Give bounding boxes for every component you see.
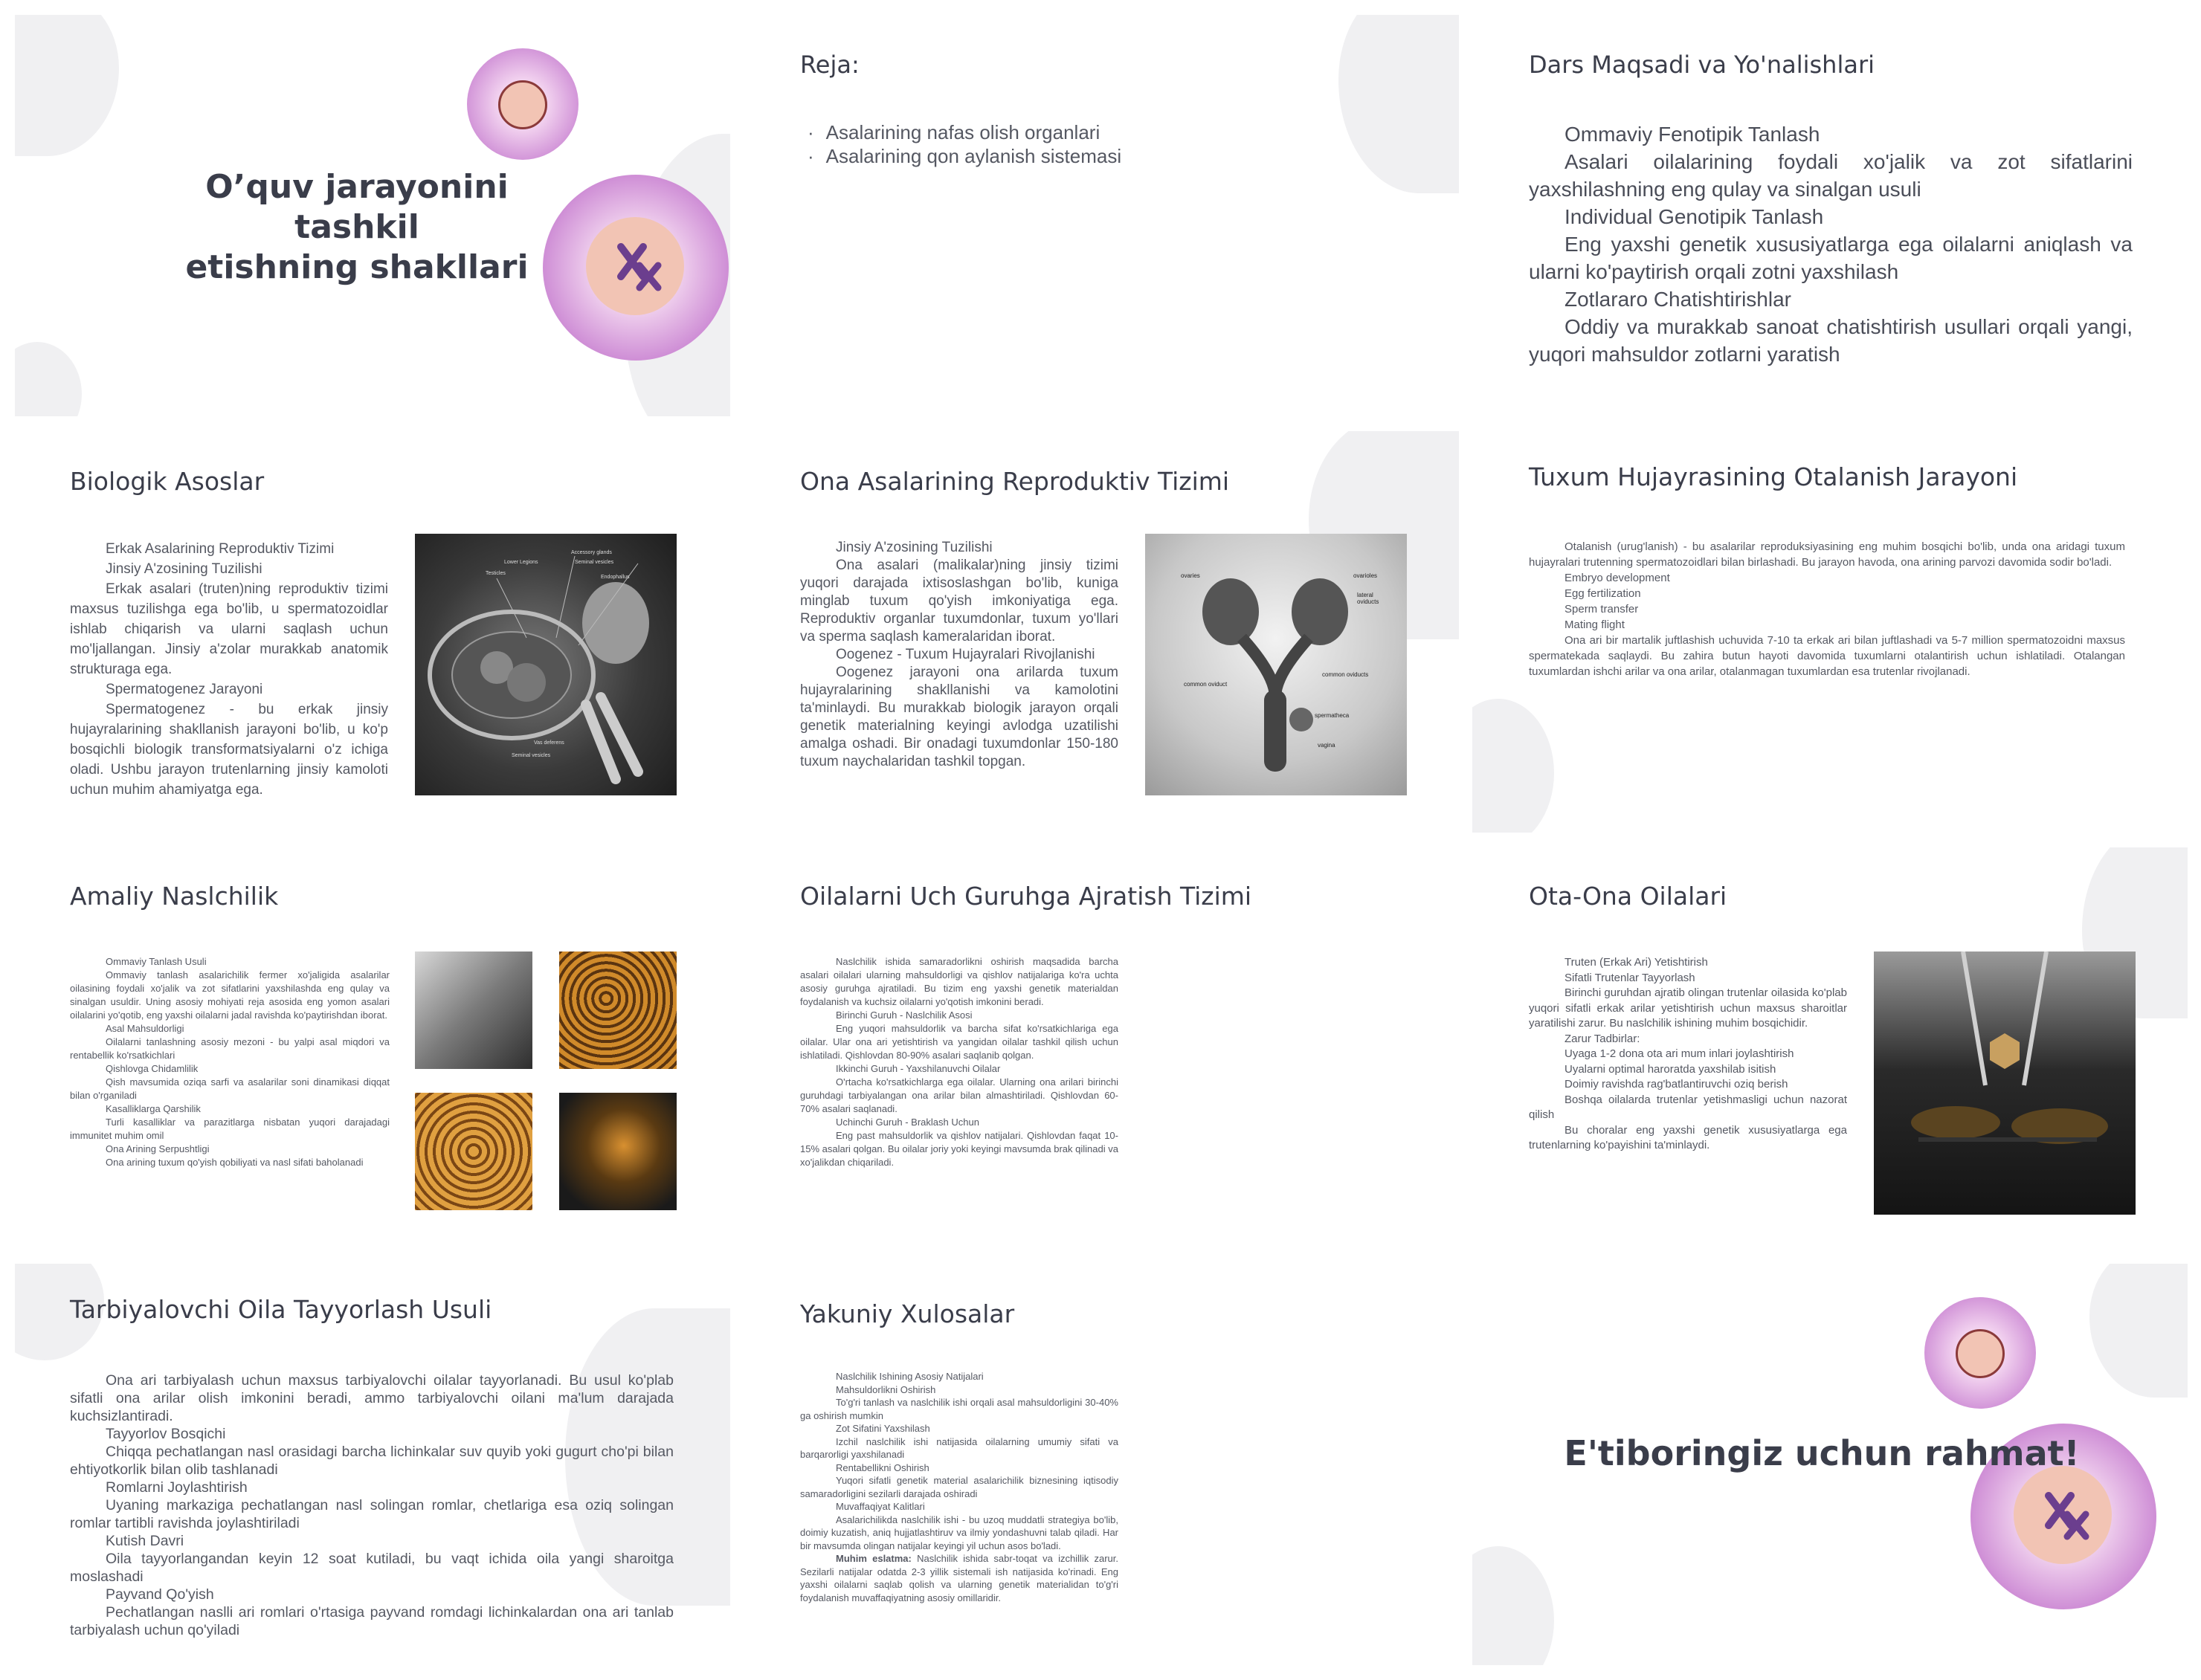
paragraph: Mahsuldorlikni Oshirish xyxy=(836,1383,936,1395)
anatomy-label: spermatheca xyxy=(1315,712,1350,719)
slide-body xyxy=(1529,120,2133,368)
paragraph: Embryo development xyxy=(1564,572,1670,584)
slide-tuxum-hujayrasining xyxy=(1472,431,2188,833)
paragraph: Oogenez - Tuxum Hujayralari Rivojlanishi xyxy=(836,647,1095,662)
bee-closeup-photo xyxy=(559,1093,677,1210)
anatomy-label: Endophallus xyxy=(601,575,630,580)
paragraph: Erkak asalari (truten)ning reproduktiv tizimi maxsus tuzilishga ega bo'lib, u spermatozoidlar ishlab chiqarish va ularni saqlash uchun mo'ljallangan. Jinsiy a'zolar murakkab anatomik strukturaga ega. xyxy=(70,581,388,677)
honeycomb-photo xyxy=(415,1093,532,1210)
note-text: Naslchilik ishida sabr-toqat va izchillik zarur. Sezilarli natijalar odatda 2-3 yillik sistemali ish natijasida ko'rinadi. Eng yaxshi oilalarni saqlab qolish va ularning genetik materialidan to'g'ri foydalanish muvaffaqiyatning asosiy omillaridir. xyxy=(800,1553,1118,1603)
paragraph: Ona ari bir martalik juftlashish uchuvida 7-10 ta erkak ari bilan juftlashadi va 5-7 million spermatozoidni maxsus spermatekada saqlaydi. Bu zahira butun hayoti davomida tuxumlarni otalantirish uchun ishlatiladi. Otalangan tuxumlardan ishchi arilar va ona arilar, otalanmagan tuxumlardan esa trutenlar rivojlanadi. xyxy=(1529,634,2125,678)
paragraph xyxy=(800,1552,1118,1604)
slide-yakuniy-xulosalar xyxy=(744,1264,1459,1665)
closing-title: E'tiboringiz uchun rahmat! xyxy=(1564,1433,2080,1473)
cell-nucleus-icon xyxy=(1956,1329,2005,1378)
paragraph: Ommaviy Tanlash Usuli xyxy=(106,956,207,967)
anatomy-label: Vas deferens xyxy=(534,740,564,746)
paragraph: Spermatogenez - bu erkak jinsiy hujayralarining shakllanish jarayoni bo'lib, u ko'p bosqichli biologik transformatsiyalarni o'z ichiga oladi. Ushbu jarayon trutenlarning jinsiy kamoloti uchun muhim ahamiyatga ega. xyxy=(70,702,388,798)
list-item: · Asalarining nafas olish organlari xyxy=(808,120,1121,144)
paragraph: Ona arining tuxum qo'yish qobiliyati va nasl sifati baholanadi xyxy=(106,1157,364,1168)
paragraph: Zarur Tadbirlar: xyxy=(1564,1032,1640,1045)
paragraph: To'g'ri tanlash va naslchilik ishi orqali asal mahsuldorligini 30-40% ga oshirish mumkin xyxy=(800,1397,1118,1421)
cover-title xyxy=(149,167,565,288)
paragraph: Kasalliklarga Qarshilik xyxy=(106,1103,201,1114)
anatomy-label: Lower Legions xyxy=(504,560,538,565)
paragraph: Naslchilik ishida samaradorlikni oshirish maqsadida barcha asalari oilalari ularning mahsuldorligi va qishlov natijalariga ko'ra uchta asosiy guruhga ajratiladi. Bu tizim eng yaxshi genetik materialdan foydalanish va kuchsiz oilalarni yo'qotish imkonini beradi. xyxy=(800,956,1118,1007)
honeycomb-bees-photo xyxy=(559,952,677,1069)
paragraph: Sifatli Trutenlar Tayyorlash xyxy=(1564,971,1695,984)
paragraph: Mating flight xyxy=(1564,618,1625,631)
paragraph: Otalanish (urug'lanish) - bu asalarilar reproduksiyasining eng muhim bosqichi bo'lib, unda ona aridagi tuxum hujayralari trutenning spermatozoidlari bilan birlashadi. Bu jarayon havoda, ona arining parvozi davomida sodir bo'ladi. xyxy=(1529,540,2125,569)
paragraph: Erkak Asalarining Reproduktiv Tizimi xyxy=(106,541,335,557)
paragraph: Truten (Erkak Ari) Yetishtirish xyxy=(1564,956,1708,969)
paragraph: Eng past mahsuldorlik va qishlov natijalari. Qishlovdan faqat 10-15% asalari qolgan. Bu oilalar joriy yoki keyingi mavsumda brak qilinadi va xo'jalikdan chiqariladi. xyxy=(800,1130,1118,1168)
paragraph: Ikkinchi Guruh - Yaxshilanuvchi Oilalar xyxy=(836,1063,1001,1074)
paragraph: Jinsiy A'zosining Tuzilishi xyxy=(106,561,262,577)
paragraph: Payvand Qo'yish xyxy=(106,1586,214,1603)
anatomy-label: ovarioles xyxy=(1353,572,1378,579)
queen-reproductive-image xyxy=(1145,534,1407,795)
paragraph: Pechatlangan naslli ari romlari o'rtasiga payvand romdagi lichinkalardan ona ari tanlab tarbiyalash uchun qo'yiladi xyxy=(70,1604,674,1638)
slide-amaliy-naslchilik xyxy=(15,847,730,1249)
slide-title: Ota-Ona Oilalari xyxy=(1529,882,1727,911)
slide-oilalarni-uch-guruhga xyxy=(744,847,1459,1249)
paragraph: Ona asalari (malikalar)ning jinsiy tizimi yuqori darajada ixtisoslashgan bo'lib, kuniga minglab tuxum qo'yish imkoniyatiga ega. Reproduktiv organlar tuxumdonlar, tuxum yo'llari va sperma saqlash kameralaridan iborat. xyxy=(800,558,1118,644)
slide-title: Ona Asalarining Reproduktiv Tizimi xyxy=(800,467,1230,496)
paragraph: Birinchi guruhdan ajratib olingan trutenlar oilasida ko'plab yuqori sifatli erkak arilar yetishtirish uchun maxsus sharoitlar yaratilishi zarur. Bu naslchilik ishining muhim bosqichidir. xyxy=(1529,986,1847,1030)
slide-dars-maqsadi xyxy=(1472,15,2188,416)
decor-blob xyxy=(1472,699,1554,833)
decor-blob xyxy=(15,15,119,156)
paragraph: Uyaga 1-2 dona ota ari mum inlari joylashtirish xyxy=(1564,1047,1794,1060)
anatomy-label: Testicles xyxy=(486,571,506,576)
paragraph: Sperm transfer xyxy=(1564,603,1639,616)
paragraph: Ommaviy Fenotipik Tanlash xyxy=(1564,123,1820,146)
chromosome-icon xyxy=(2030,1481,2097,1548)
anatomy-label: Seminal vesicles xyxy=(575,560,614,565)
paragraph: Kutish Davri xyxy=(106,1533,184,1549)
paragraph: Oilalarni tanlashning asosiy mezoni - bu yalpi asal miqdori va rentabellik ko'rsatkichlari xyxy=(70,1036,390,1061)
cover-title-line1: O’quv jarayonini tashkil xyxy=(205,168,509,246)
list-item: · Asalarining qon aylanish sistemasi xyxy=(808,144,1121,168)
drone-anatomy-image xyxy=(415,534,677,795)
decor-blob xyxy=(15,342,82,416)
paragraph: Tayyorlov Bosqichi xyxy=(106,1426,226,1442)
slide-title: Reja: xyxy=(800,51,860,79)
anatomy-label: vagina xyxy=(1318,742,1335,749)
paragraph: Chiqqa pechatlangan nasl orasidagi barcha lichinkalar suv quyib yoki gugurt cho'pi bilan ehtiyotkorlik bilan olib tashlanadi xyxy=(70,1444,674,1478)
slide-biologik-asoslar xyxy=(15,431,730,833)
slide-title: Tuxum Hujayrasining Otalanish Jarayoni xyxy=(1529,462,2018,491)
beekeeper-photo xyxy=(415,952,532,1069)
anatomy-label: ovaries xyxy=(1181,572,1200,579)
paragraph: Muvaffaqiyat Kalitlari xyxy=(836,1501,925,1512)
slide-body xyxy=(70,955,390,1169)
slide-body xyxy=(800,1370,1118,1604)
paragraph: Boshqa oilalarda trutenlar yetishmasligi uchun nazorat qilish xyxy=(1529,1093,1847,1121)
slide-title: Amaliy Naslchilik xyxy=(70,882,279,911)
paragraph: Egg fertilization xyxy=(1564,587,1641,600)
decor-blob xyxy=(1472,1546,1554,1665)
paragraph: Ommaviy tanlash asalarichilik fermer xo'jaligida asalarilar oilasining foydali xo'jalik va zot sifatlarini yaxshilashda eng qulay va sinalgan usuldir. Uning asosiy mohiyati reja asosida eng yomon asalari oilalarini yo'qotib, eng yaxshi oilalarni jadal ravishda ko'paytirishdan iborat. xyxy=(70,969,390,1021)
queen-cell-photo xyxy=(1874,952,2136,1215)
paragraph: Asalari oilalarining foydali xo'jalik va zot sifatlarini yaxshilashning eng qulay va sinalgan usuli xyxy=(1529,150,2133,201)
anatomy-label: common oviducts xyxy=(1322,671,1369,678)
paragraph: Izchil naslchilik ishi natijasida oilalarning umumiy sifati va barqarorligi yaxshilanadi xyxy=(800,1435,1118,1460)
slide-body xyxy=(1529,955,1847,1154)
paragraph: Individual Genotipik Tanlash xyxy=(1564,205,1824,228)
paragraph: O'rtacha ko'rsatkichlarga ega oilalar. Ularning ona arilari birinchi guruhdagi tarbiyalangan ona arilar bilan almashtiriladi. Qishlovdan 60-70% asalari saqlanadi. xyxy=(800,1076,1118,1114)
cell-nucleus-icon xyxy=(498,80,547,129)
slide-reja xyxy=(744,15,1459,416)
slide-body xyxy=(800,539,1118,771)
paragraph: Zotlararo Chatishtirishlar xyxy=(1564,288,1791,311)
paragraph: Doimiy ravishda rag'batlantiruvchi oziq berish xyxy=(1564,1078,1788,1091)
paragraph: Uyaning markaziga pechatlangan nasl solingan romlar, chetlariga esa oziq solingan romlar tartibli ravishda joylashtiriladi xyxy=(70,1497,674,1531)
chromosome-icon xyxy=(602,232,669,299)
paragraph: Oogenez jarayoni ona arilarda tuxum hujayralarining shakllanishi va kamolotini ta'minlaydi. Bu murakkab biologik jarayon orqali genetik materialning keyingi avlodga uzatilishi amalga oshadi. Bir onadagi tuxumdonlar 150-180 tuxum naychalaridan tashkil topgan. xyxy=(800,665,1118,769)
slide-cover xyxy=(15,15,730,416)
paragraph: Romlarni Joylashtirish xyxy=(106,1479,248,1496)
note-label: Muhim eslatma: xyxy=(836,1553,912,1564)
paragraph: Qish mavsumida oziqa sarfi va asalarilar soni dinamikasi diqqat bilan o'rganiladi xyxy=(70,1076,390,1101)
paragraph: Qishlovga Chidamlilik xyxy=(106,1063,199,1074)
slide-tarbiyalovchi-oila xyxy=(15,1264,730,1665)
queen-cell-illustration xyxy=(1874,952,2136,1215)
slide-ona-asalarining xyxy=(744,431,1459,833)
paragraph: Ona ari tarbiyalash uchun maxsus tarbiyalovchi oilalar tayyorlanadi. Bu usul ko'plab sifatli ona arilar olish imkonini beradi, ammo tarbiyalovchi oilani ma'lum darajada kuchsizlantiradi. xyxy=(70,1372,674,1424)
reja-list xyxy=(808,120,1121,168)
decor-blob xyxy=(2089,1264,2188,1398)
slide-body xyxy=(70,539,388,800)
slide-title: Oilalarni Uch Guruhga Ajratish Tizimi xyxy=(800,882,1252,911)
paragraph: Spermatogenez Jarayoni xyxy=(106,682,263,697)
paragraph: Yuqori sifatli genetik material asalarichilik biznesining iqtisodiy samaradorligini sezilarli darajada oshiradi xyxy=(800,1475,1118,1499)
paragraph: Asal Mahsuldorligi xyxy=(106,1023,184,1034)
slide-body xyxy=(800,955,1118,1169)
paragraph: Oddiy va murakkab sanoat chatishtirish usullari orqali yangi, yuqori mahsuldor zotlarni yaratish xyxy=(1529,315,2133,366)
paragraph: Birinchi Guruh - Naslchilik Asosi xyxy=(836,1009,973,1021)
paragraph: Ona Arining Serpushtligi xyxy=(106,1143,210,1154)
slide-ota-ona-oilalari xyxy=(1472,847,2188,1249)
slide-thank-you xyxy=(1472,1264,2188,1665)
paragraph: Bu choralar eng yaxshi genetik xususiyatlarga ega trutenlarning ko'payishini ta'minlaydi. xyxy=(1529,1123,1847,1151)
paragraph: Oila tayyorlangandan keyin 12 soat kutiladi, bu vaqt ichida oila yangi sharoitga moslashadi xyxy=(70,1551,674,1585)
paragraph: Naslchilik Ishining Asosiy Natijalari xyxy=(836,1371,984,1382)
paragraph: Uyalarni optimal haroratda yaxshilab isitish xyxy=(1564,1062,1776,1076)
slide-body xyxy=(1529,539,2125,679)
anatomy-label: Seminal vesicles xyxy=(512,753,551,758)
paragraph: Eng yaxshi genetik xususiyatlarga ega oilalarni aniqlash va ularni ko'paytirish orqali zotni yaxshilash xyxy=(1529,233,2133,283)
anatomy-label: lateral oviducts xyxy=(1357,592,1379,605)
decor-blob xyxy=(1338,15,1459,193)
paragraph: Zot Sifatini Yaxshilash xyxy=(836,1423,930,1434)
paragraph: Jinsiy A'zosining Tuzilishi xyxy=(836,540,993,555)
anatomy-label: Accessory glands xyxy=(571,550,612,555)
slide-title: Biologik Asoslar xyxy=(70,467,265,496)
slide-body xyxy=(70,1372,674,1639)
paragraph: Eng yuqori mahsuldorlik va barcha sifat ko'rsatkichlariga ega oilalar. Ular ona ari yetishtirish va yangidan oilalar tashkil qilish uchun ishlatiladi. Qishlovdan 80-90% asalari saqlanib qolgan. xyxy=(800,1023,1118,1061)
slide-title: Yakuniy Xulosalar xyxy=(800,1299,1015,1328)
paragraph: Uchinchi Guruh - Braklash Uchun xyxy=(836,1117,979,1128)
slide-title: Dars Maqsadi va Yo'nalishlari xyxy=(1529,51,1875,79)
cover-title-line2: etishning shakllari xyxy=(185,248,529,286)
paragraph: Turli kasalliklar va parazitlarga nisbatan yuqori darajadagi immunitet muhim omil xyxy=(70,1117,390,1141)
paragraph: Rentabellikni Oshirish xyxy=(836,1461,929,1473)
anatomy-label: common oviduct xyxy=(1184,681,1228,688)
slide-title: Tarbiyalovchi Oila Tayyorlash Usuli xyxy=(70,1295,492,1324)
paragraph: Asalarichilikda naslchilik ishi - bu uzoq muddatli strategiya bo'lib, doimiy kuzatish, aniq hujjatlashtiruv va ilmiy yondashuvni talab qiladi. Har bir mavsumda olingan natijalar keyingi yil uchun asos bo'ladi. xyxy=(800,1513,1118,1551)
